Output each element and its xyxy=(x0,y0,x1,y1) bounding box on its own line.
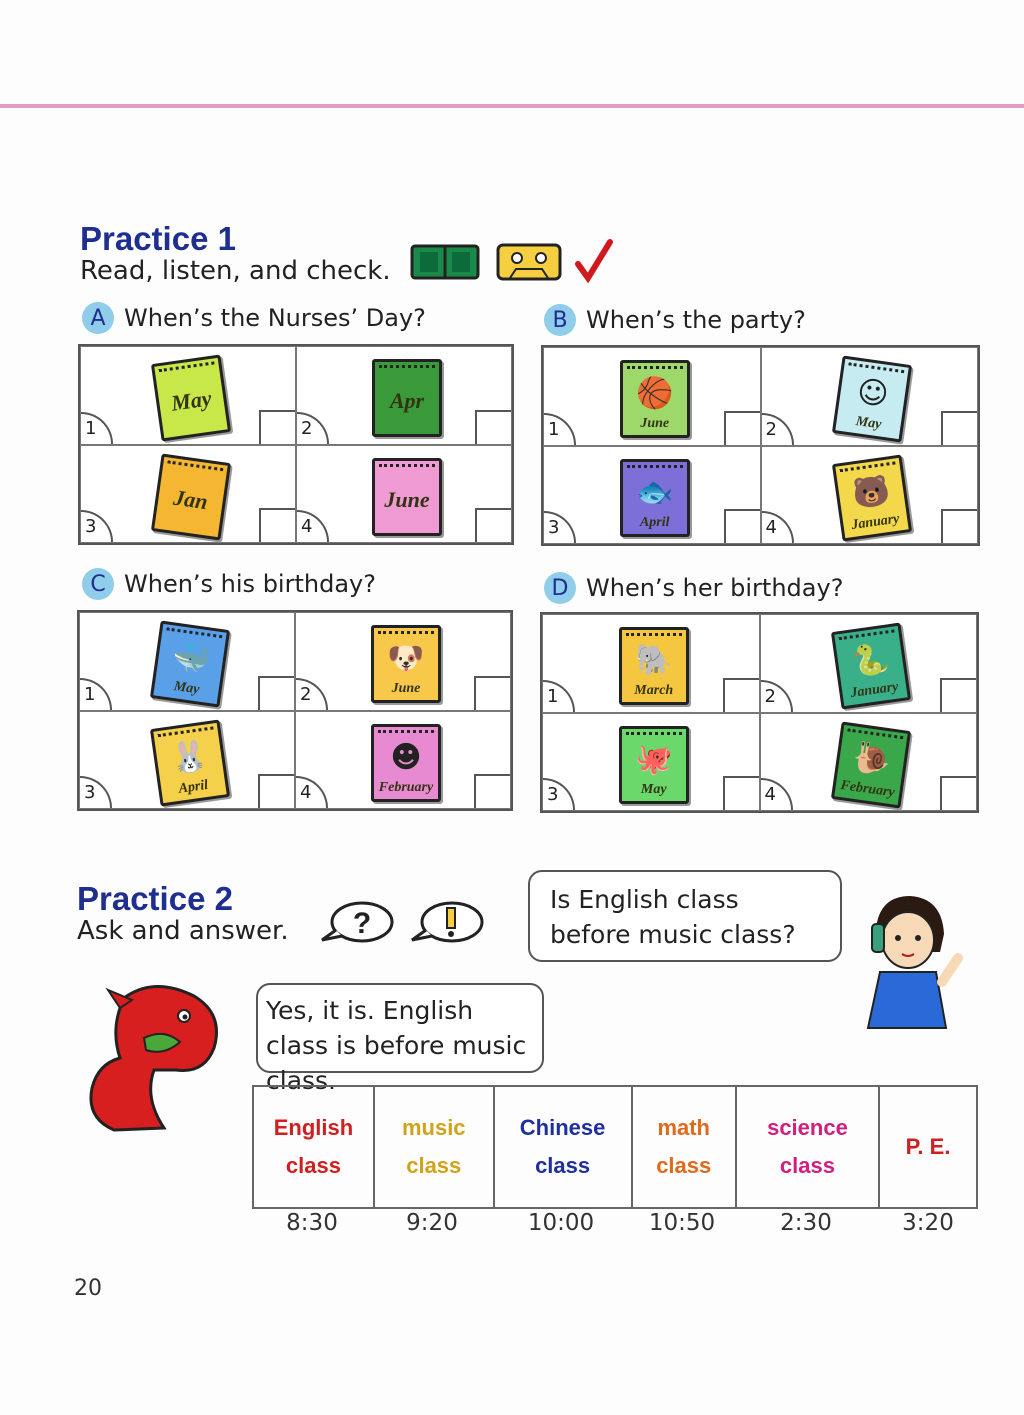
fish-icon: 🐟 xyxy=(636,474,674,510)
answer-grid-d xyxy=(540,612,979,813)
calendar-card xyxy=(619,726,689,804)
answer-cell xyxy=(296,346,512,445)
bear-icon: 🐻 xyxy=(850,472,893,512)
answer-checkbox[interactable] xyxy=(259,410,295,444)
calendar-rings xyxy=(626,732,682,739)
question-speech-bubble: Is English class before music class? xyxy=(528,870,842,962)
calendar-month-label: February xyxy=(839,777,896,800)
item-number: 1 xyxy=(543,680,575,712)
rabbit-icon: 🐰 xyxy=(168,737,211,777)
calendar-card xyxy=(371,625,441,703)
answer-cell xyxy=(542,614,760,713)
answer-cell xyxy=(296,445,512,544)
class-subject: English xyxy=(273,1115,354,1140)
elephant-icon: 🐘 xyxy=(635,643,673,678)
item-number: 1 xyxy=(544,413,576,445)
calendar-card xyxy=(151,453,231,540)
cassette-icon xyxy=(496,242,562,282)
class-schedule-table xyxy=(252,1085,978,1209)
class-subject: Chinese xyxy=(519,1115,606,1140)
class-time: 9:20 xyxy=(406,1210,458,1236)
calendar-rings xyxy=(379,365,435,372)
practice2-title: Practice 2 xyxy=(77,880,233,917)
sun-icon: ☺ xyxy=(855,374,891,414)
calendar-card xyxy=(832,454,912,541)
calendar-card xyxy=(619,627,689,705)
answer-cell xyxy=(761,347,979,446)
answer-checkbox[interactable] xyxy=(474,676,510,710)
schedule-times xyxy=(252,1210,978,1236)
page-number: 20 xyxy=(74,1276,102,1301)
calendar-month-label: January xyxy=(849,679,900,702)
practice1-title: Practice 1 xyxy=(80,220,236,257)
calendar-month-label: April xyxy=(177,777,210,797)
class-word: class xyxy=(285,1153,341,1178)
item-number: 2 xyxy=(762,413,794,445)
practice1-instruction: Read, listen, and check. xyxy=(80,256,391,286)
snake-icon: 🐍 xyxy=(849,640,892,681)
answer-cell xyxy=(760,713,978,812)
calendar-month-label: Apr xyxy=(389,388,425,413)
item-number: 2 xyxy=(297,412,329,444)
schedule-class-cell xyxy=(374,1086,494,1208)
answer-speech-bubble: Yes, it is. English class is before music class. xyxy=(256,983,544,1073)
item-number: 1 xyxy=(80,678,112,710)
calendar-month-label: May xyxy=(640,781,667,797)
answer-grid-c xyxy=(77,610,513,811)
question-text: When’s his birthday? xyxy=(124,570,376,598)
answer-checkbox[interactable] xyxy=(724,411,760,445)
calendar-month-label: January xyxy=(850,510,901,533)
schedule-class-cell xyxy=(879,1086,977,1208)
boy-icon: ☻ xyxy=(390,739,422,775)
answer-checkbox[interactable] xyxy=(940,678,976,712)
class-time: 10:50 xyxy=(648,1210,716,1236)
question-b xyxy=(544,304,806,336)
answer-checkbox[interactable] xyxy=(474,774,510,808)
answer-checkbox[interactable] xyxy=(723,678,759,712)
schedule-class-cell xyxy=(494,1086,632,1208)
answer-cell xyxy=(542,713,760,812)
basketball-icon: 🏀 xyxy=(636,376,674,411)
whale-icon: 🐳 xyxy=(169,638,212,679)
calendar-rings xyxy=(167,460,223,475)
calendar-card xyxy=(372,359,442,437)
calendar-card xyxy=(151,355,231,442)
svg-text:?: ? xyxy=(352,907,372,940)
section-letter: C xyxy=(82,568,114,600)
answer-checkbox[interactable] xyxy=(941,411,977,445)
book-icon xyxy=(410,242,480,282)
class-word: class xyxy=(779,1153,835,1178)
dog-icon: 🐶 xyxy=(387,641,425,676)
snail-icon: 🐌 xyxy=(851,739,893,779)
class-time: 3:20 xyxy=(902,1210,954,1236)
class-word: class xyxy=(406,1153,462,1178)
answer-checkbox[interactable] xyxy=(259,508,295,542)
calendar-month-label: March xyxy=(634,683,674,698)
item-number: 3 xyxy=(543,778,575,810)
calendar-card xyxy=(371,724,441,802)
calendar-rings xyxy=(626,633,682,640)
schedule-class-cell xyxy=(632,1086,736,1208)
section-letter: D xyxy=(544,572,576,604)
dragon-illustration xyxy=(84,978,234,1140)
item-number: 4 xyxy=(761,778,793,810)
answer-checkbox[interactable] xyxy=(940,776,976,810)
question-a xyxy=(82,302,426,334)
answer-checkbox[interactable] xyxy=(724,509,760,543)
question-bubble-icon xyxy=(320,900,396,946)
calendar-card xyxy=(620,459,690,537)
class-time: 10:00 xyxy=(527,1210,595,1236)
answer-cell xyxy=(80,346,296,445)
top-divider xyxy=(0,104,1024,108)
calendar-card xyxy=(150,719,230,806)
calendar-card xyxy=(832,356,912,443)
calendar-card xyxy=(831,721,911,808)
answer-cell xyxy=(79,711,295,810)
class-time: 8:30 xyxy=(286,1210,338,1236)
item-number: 4 xyxy=(296,776,328,808)
section-letter: B xyxy=(544,304,576,336)
calendar-month-label: June xyxy=(640,416,670,431)
class-word: class xyxy=(535,1153,591,1178)
class-time: 2:30 xyxy=(780,1210,832,1236)
question-c xyxy=(82,568,376,600)
class-subject: music xyxy=(401,1115,466,1140)
class-subject: math xyxy=(657,1115,710,1140)
class-subject: P. E. xyxy=(905,1134,951,1159)
answer-checkbox[interactable] xyxy=(723,776,759,810)
schedule-class-cell xyxy=(253,1086,374,1208)
checkmark-icon xyxy=(574,238,614,284)
calendar-rings xyxy=(627,465,683,472)
answer-cell xyxy=(295,612,511,711)
answer-cell xyxy=(543,446,761,545)
calendar-month-label: May xyxy=(855,414,883,433)
calendar-month-label: May xyxy=(172,679,201,698)
calendar-card xyxy=(372,458,442,536)
calendar-card xyxy=(831,623,911,710)
answer-checkbox[interactable] xyxy=(475,508,511,542)
item-number: 3 xyxy=(544,511,576,543)
question-d xyxy=(544,572,843,604)
answer-cell xyxy=(80,445,296,544)
item-number: 3 xyxy=(81,510,113,542)
item-number: 4 xyxy=(762,511,794,543)
question-text: When’s the party? xyxy=(586,306,806,334)
answer-cell xyxy=(79,612,295,711)
answer-grid-a xyxy=(78,344,514,545)
calendar-card xyxy=(150,621,230,708)
answer-checkbox[interactable] xyxy=(258,676,294,710)
calendar-rings xyxy=(159,361,215,376)
class-word: class xyxy=(656,1153,712,1178)
answer-checkbox[interactable] xyxy=(475,410,511,444)
schedule-class-cell xyxy=(736,1086,879,1208)
answer-checkbox[interactable] xyxy=(941,509,977,543)
calendar-rings xyxy=(627,366,683,373)
question-text: When’s the Nurses’ Day? xyxy=(124,304,426,332)
answer-cell xyxy=(543,347,761,446)
item-number: 3 xyxy=(80,776,112,808)
octopus-icon: 🐙 xyxy=(635,741,673,777)
answer-checkbox[interactable] xyxy=(258,774,294,808)
answer-cell xyxy=(760,614,978,713)
practice2-instruction: Ask and answer. xyxy=(77,916,289,946)
answer-grid-b xyxy=(541,345,980,546)
girl-on-phone-illustration xyxy=(858,888,970,1030)
calendar-card xyxy=(620,360,690,438)
question-text: When’s her birthday? xyxy=(586,574,844,602)
calendar-month-label: June xyxy=(384,486,430,512)
answer-cell xyxy=(761,446,979,545)
item-number: 2 xyxy=(296,678,328,710)
calendar-month-label: Jan xyxy=(171,484,210,514)
item-number: 1 xyxy=(81,412,113,444)
answer-cell xyxy=(295,711,511,810)
calendar-rings xyxy=(378,631,434,638)
exclamation-bubble-icon xyxy=(410,900,486,946)
calendar-rings xyxy=(378,730,434,737)
calendar-month-label: June xyxy=(391,681,421,696)
calendar-rings xyxy=(379,464,435,471)
class-subject: science xyxy=(767,1115,848,1140)
item-number: 2 xyxy=(761,680,793,712)
calendar-month-label: May xyxy=(169,385,214,416)
calendar-month-label: April xyxy=(639,514,670,530)
calendar-month-label: February xyxy=(378,779,434,795)
item-number: 4 xyxy=(297,510,329,542)
section-letter: A xyxy=(82,302,114,334)
